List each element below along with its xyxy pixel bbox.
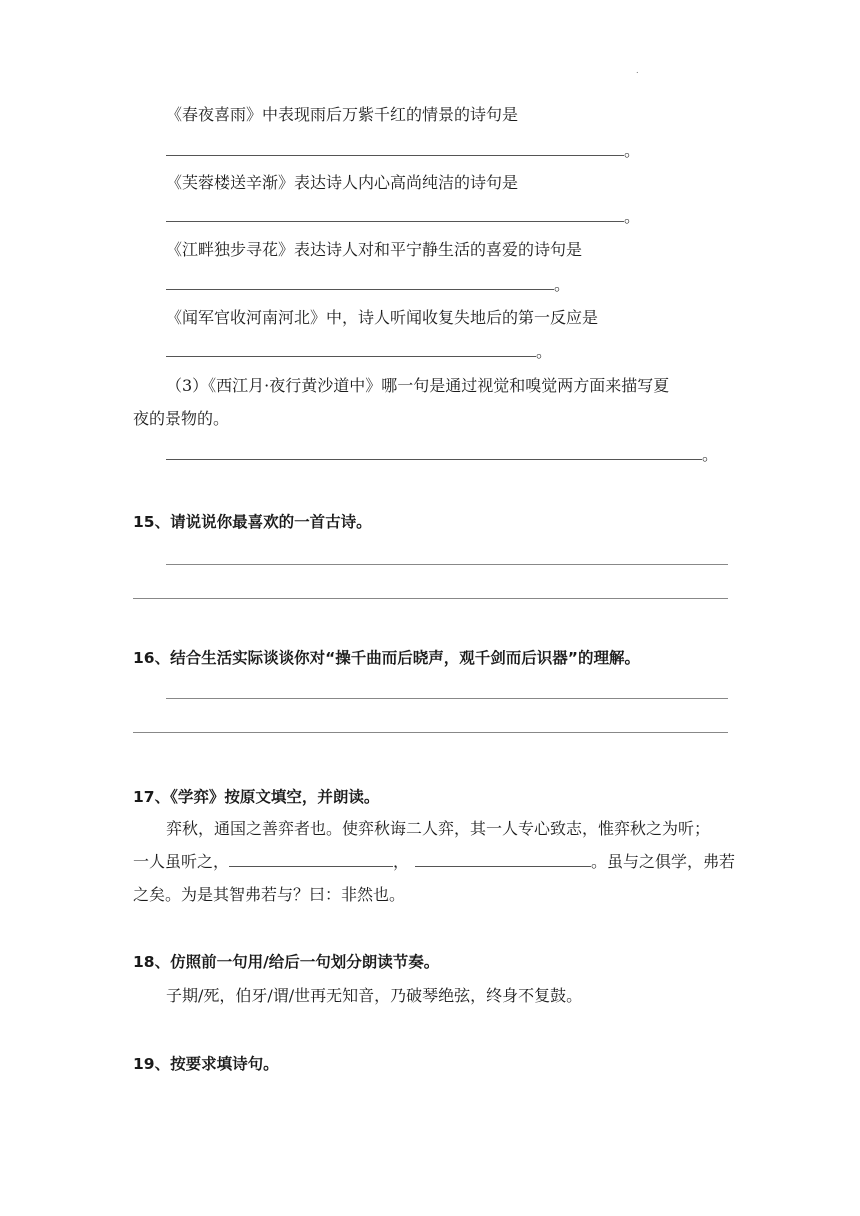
q18-text-line1: 子期/死，伯牙/谓/世再无知音，乃破琴绝弦，终身不复鼓。	[166, 986, 583, 1005]
comma-mark: ，	[393, 852, 410, 871]
period-mark: 。	[624, 141, 641, 160]
q14-prompt-5-line2: 夜的景物的。	[133, 409, 230, 428]
period-mark: 。	[702, 445, 719, 464]
q15-title: 15、请说说你最喜欢的一首古诗。	[133, 513, 372, 531]
answer-blank[interactable]	[166, 207, 624, 222]
answer-blank[interactable]	[166, 141, 624, 156]
q17-text-line2	[133, 851, 735, 873]
q14-answer-2	[166, 206, 640, 228]
q14-prompt-1: 《春夜喜雨》中表现雨后万紫千红的情景的诗句是	[166, 105, 519, 124]
fill-blank-2[interactable]	[415, 852, 591, 867]
q19-title: 19、按要求填诗句。	[133, 1055, 279, 1073]
answer-line[interactable]	[166, 564, 728, 565]
fill-blank-1[interactable]	[229, 852, 393, 867]
q14-prompt-2: 《芙蓉楼送辛渐》表达诗人内心高尚纯洁的诗句是	[166, 173, 519, 192]
period-mark: 。	[554, 275, 571, 294]
q16-title: 16、结合生活实际谈谈你对“操千曲而后晓声，观千剑而后识器”的理解。	[133, 649, 640, 667]
q14-prompt-3: 《江畔独步寻花》表达诗人对和平宁静生活的喜爱的诗句是	[166, 240, 583, 259]
corner-mark: .	[636, 66, 639, 75]
q17-text-segment: 。虽与之俱学，弗若	[591, 852, 736, 871]
answer-line[interactable]	[133, 732, 728, 733]
q14-answer-5	[166, 444, 718, 466]
q14-prompt-4: 《闻军官收河南河北》中，诗人听闻收复失地后的第一反应是	[166, 308, 599, 327]
q17-text-line1: 弈秋，通国之善弈者也。使弈秋诲二人弈，其一人专心致志，惟弈秋之为听；	[166, 819, 711, 838]
q14-answer-4	[166, 341, 552, 363]
answer-blank[interactable]	[166, 445, 702, 460]
q14-answer-3	[166, 274, 570, 296]
period-mark: 。	[536, 342, 553, 361]
q17-title: 17、《学弈》按原文填空，并朗读。	[133, 788, 380, 806]
q17-text-line3: 之矣。为是其智弗若与？曰：非然也。	[133, 885, 406, 904]
q17-text-segment: 一人虽听之，	[133, 852, 230, 871]
q18-title: 18、仿照前一句用/给后一句划分朗读节奏。	[133, 953, 440, 971]
answer-line[interactable]	[133, 598, 728, 599]
answer-blank[interactable]	[166, 275, 554, 290]
answer-blank[interactable]	[166, 342, 536, 357]
period-mark: 。	[624, 207, 641, 226]
answer-line[interactable]	[166, 698, 728, 699]
q14-prompt-5-line1: （3）《西江月·夜行黄沙道中》哪一句是通过视觉和嗅觉两方面来描写夏	[166, 376, 670, 395]
q14-answer-1	[166, 140, 640, 162]
